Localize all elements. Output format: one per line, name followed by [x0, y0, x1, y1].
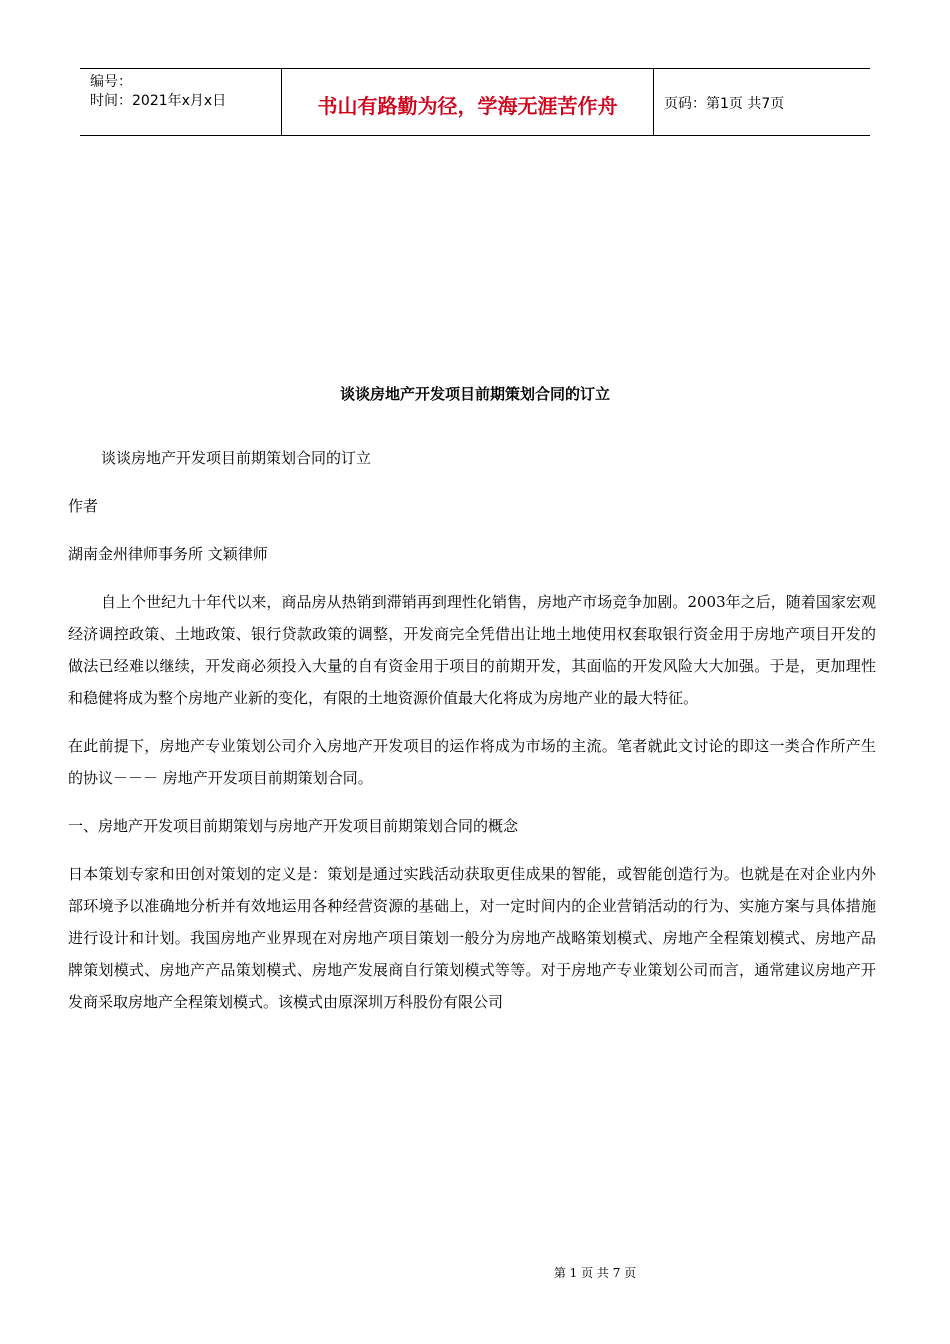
- page-footer: 第 1 页 共 7 页: [553, 1266, 637, 1280]
- serial-label: 编号：: [90, 74, 132, 90]
- date-label: 时间：2021年x月x日: [90, 93, 227, 109]
- document-title: 谈谈房地产开发项目前期策划合同的订立: [339, 385, 610, 403]
- body-paragraph: 在此前提下，房地产专业策划公司介入房地产开发项目的运作将成为市场的主流。笔者就此文讨论的即这一类合作所产生的协议－－－ 房地产开发项目前期策划合同。: [68, 737, 876, 787]
- subtitle-paragraph: 谈谈房地产开发项目前期策划合同的订立: [101, 449, 372, 467]
- document-body: [68, 442, 876, 1034]
- section-heading: 一、房地产开发项目前期策划与房地产开发项目前期策划合同的概念: [68, 817, 519, 835]
- header-page-info: 页码：第1页 共7页: [664, 96, 785, 112]
- header-meta: [80, 69, 282, 135]
- body-paragraph: 自上个世纪九十年代以来，商品房从热销到滞销再到理性化销售，房地产市场竞争加剧。2003年之后，随着国家宏观经济调控政策、土地政策、银行贷款政策的调整，开发商完全凭借出让地土地使用权套取银行资金用于房地产项目开发的做法已经难以继续，开发商必须投入大量的自有资金用于项目的前期开发，其面临的开发风险大大加强。于是，更加理性和稳健将成为整个房地产业新的变化，有限的土地资源价值最大化将成为房地产业的最大特征。: [68, 593, 876, 707]
- header-motto: 书山有路勤为径，学海无涯苦作舟: [282, 69, 654, 135]
- author-label: 作者: [68, 497, 99, 515]
- body-paragraph: 日本策划专家和田创对策划的定义是：策划是通过实践活动获取更佳成果的智能，或智能创造行为。也就是在对企业内外部环境予以准确地分析并有效地运用各种经营资源的基础上，对一定时间内的企业营销活动的行为、实施方案与具体措施进行设计和计划。我国房地产业界现在对房地产项目策划一般分为房地产战略策划模式、房地产全程策划模式、房地产品牌策划模式、房地产产品策划模式、房地产发展商自行策划模式等等。对于房地产专业策划公司而言，通常建议房地产开发商采取房地产全程策划模式。该模式由原深圳万科股份有限公司: [68, 865, 876, 1011]
- page-header: [80, 68, 870, 136]
- author-affiliation: 湖南金州律师事务所 文颖律师: [68, 545, 268, 563]
